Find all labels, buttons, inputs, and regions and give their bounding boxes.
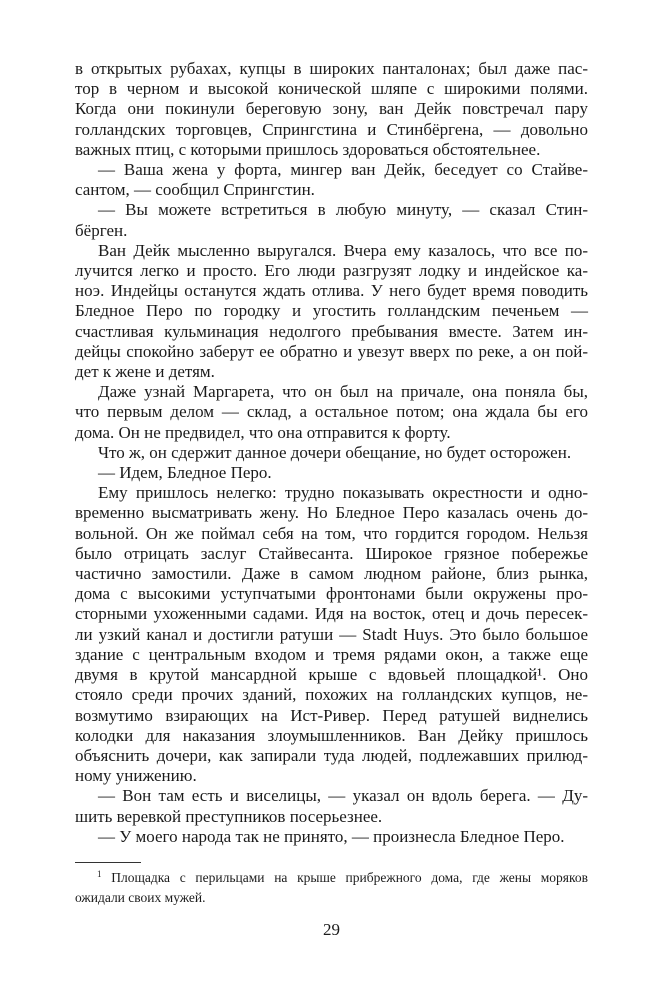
paragraph [75, 160, 588, 200]
text-line: здание с центральным входом и тремя рядами окон, а также еще [75, 644, 588, 664]
footnote-line [75, 868, 588, 888]
text-line: голландских торговцев, Спрингстина и Стинбёргена, — довольно [75, 119, 588, 139]
footnote-marker: 1 [97, 869, 102, 879]
text-line: — Идем, Бледное Перо. [98, 463, 272, 483]
text-line: Что ж, он сдержит данное дочери обещание, но будет осторожен. [98, 442, 572, 462]
text-line: важных птиц, с которыми пришлось здороваться обстоятельнее. [75, 139, 541, 159]
footnote-separator [75, 862, 141, 863]
paragraph [75, 463, 588, 483]
text-line: ли узкий канал и достигли ратуши — Stadt Huys. Это было большое [75, 624, 588, 644]
text-line: — Вон там есть и виселицы, — указал он вдоль берега. — Ду- [98, 786, 588, 806]
paragraph [75, 483, 588, 786]
paragraph [75, 443, 588, 463]
text-line: тор в черном и высокой конической шляпе с широкими полями. [75, 79, 588, 99]
footnote [75, 868, 588, 908]
text-line: — Вы можете встретиться в любую минуту, — сказал Стин- [98, 200, 588, 220]
text-line: двумя в крутой мансардной крыше с вдовьей площадкой¹. Оно [75, 665, 588, 685]
text-line: Бледное Перо по городку и угостить голландским печеньем — [75, 301, 588, 321]
paragraph [75, 786, 588, 826]
text-line: Даже узнай Маргарета, что он был на причале, она поняла бы, [98, 382, 588, 402]
text-line: дет к жене и детям. [75, 362, 215, 382]
paragraph [75, 59, 588, 160]
text-line: было отрицать заслуг Стайвесанта. Широкое грязное побережье [75, 543, 588, 563]
paragraph [75, 200, 588, 240]
text-line: счастливая кульминация недолгого пребывания вместе. Затем ин- [75, 321, 588, 341]
text-line: сторными ухоженными садами. Идя на восток, отец и дочь пересек- [75, 604, 588, 624]
text-line: дома. Он не предвидел, что она отправится к форту. [75, 422, 451, 442]
paragraph [75, 827, 588, 847]
text-line: стояло среди прочих зданий, похожих на голландских купцов, не- [75, 685, 588, 705]
text-line: ному унижению. [75, 766, 197, 786]
text-line: объяснить дочери, как запирали туда людей, подлежавших прилюд- [75, 745, 588, 765]
text-line: колодки для наказания злоумышленников. Ван Дейку пришлось [75, 725, 588, 745]
text-line: вольной. Он же поймал себя на том, что гордится городом. Нельзя [75, 523, 588, 543]
footnote-line: ожидали своих мужей. [75, 890, 206, 905]
text-line: временно высматривать жену. Но Бледное Перо казалась очень до- [75, 503, 588, 523]
paragraph [75, 241, 588, 382]
text-line: шить веревкой преступников посерьезнее. [75, 806, 383, 826]
body-text [75, 59, 588, 847]
text-line: — У моего народа так не принято, — произнесла Бледное Перо. [98, 826, 565, 846]
text-line: что первым делом — склад, а остальное потом; она ждала бы его [75, 402, 588, 422]
text-line: — Ваша жена у форта, мингер ван Дейк, беседует со Стайве- [98, 160, 588, 180]
page-number: 29 [323, 920, 340, 939]
text-line: лучится легко и просто. Его люди разгрузят лодку и индейское ка- [75, 261, 588, 281]
text-line: частично замостили. Даже в самом людном районе, близ рынка, [75, 564, 588, 584]
text-line: дома с высокими уступчатыми фронтонами были окружены про- [75, 584, 588, 604]
text-line: дейцы спокойно заберут ее обратно и увезут вверх по реке, а он пой- [75, 341, 588, 361]
text-line: возмутимо взирающих на Ист-Ривер. Перед ратушей виднелись [75, 705, 588, 725]
footnote-text: Площадка с перильцами на крыше прибрежного дома, где жены моряков [111, 870, 588, 885]
paragraph [75, 382, 588, 443]
text-line: Ему пришлось нелегко: трудно показывать окрестности и одно- [98, 483, 588, 503]
text-line: сантом, — сообщил Спрингстин. [75, 180, 315, 200]
text-line: Когда они покинули береговую зону, ван Дейк повстречал пару [75, 99, 588, 119]
text-line: ноэ. Индейцы останутся ждать отлива. У него будет время поводить [75, 281, 588, 301]
text-line: Ван Дейк мысленно выругался. Вчера ему казалось, что все по- [98, 240, 588, 260]
text-line: бёрген. [75, 220, 128, 240]
text-line: в открытых рубахах, купцы в широких панталонах; был даже пас- [75, 59, 588, 78]
